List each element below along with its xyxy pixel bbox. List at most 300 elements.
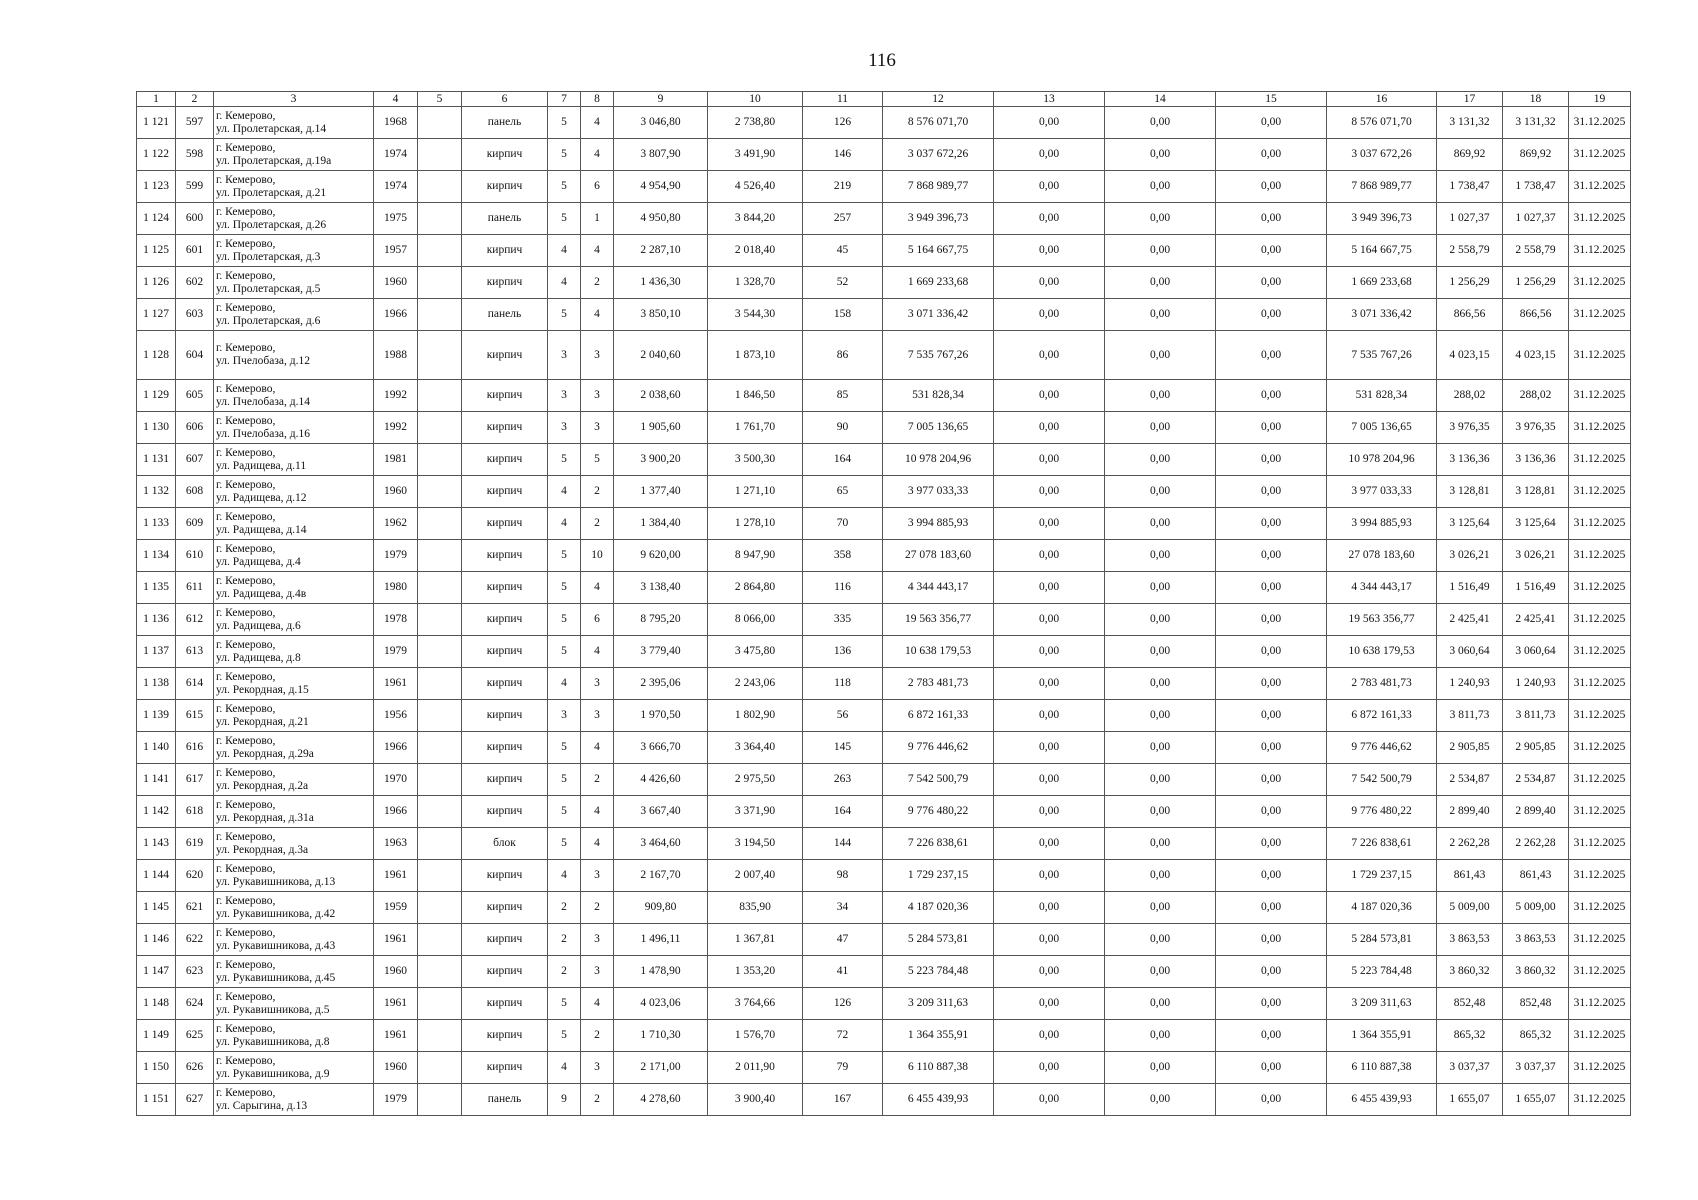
- cell-col-15: 0,00: [1216, 299, 1327, 331]
- cell-wall-material: кирпич: [462, 796, 548, 828]
- cell-total-cost: 6 110 887,38: [883, 1052, 994, 1084]
- cell-col-5: [418, 444, 462, 476]
- cell-build-year: 1974: [374, 171, 418, 203]
- cell-col-15: 0,00: [1216, 171, 1327, 203]
- table-row: [137, 444, 1631, 476]
- cell-col-13: 0,00: [994, 796, 1105, 828]
- cell-max-unit-cost: 3 128,81: [1503, 476, 1569, 508]
- cell-address: [214, 604, 374, 636]
- cell-living-area: 835,90: [708, 892, 803, 924]
- cell-row-number: 627: [176, 1084, 214, 1116]
- cell-entrances: 4: [581, 732, 614, 764]
- table-row: [137, 412, 1631, 444]
- cell-deadline: 31.12.2025: [1569, 796, 1631, 828]
- cell-record-number: 1 139: [137, 700, 176, 732]
- cell-col-5: [418, 860, 462, 892]
- cell-row-number: 622: [176, 924, 214, 956]
- cell-entrances: 3: [581, 956, 614, 988]
- cell-build-year: 1979: [374, 636, 418, 668]
- cell-build-year: 1988: [374, 331, 418, 380]
- address-city: г. Кемерово,: [216, 894, 276, 907]
- cell-total-cost: 9 776 446,62: [883, 732, 994, 764]
- cell-row-number: 612: [176, 604, 214, 636]
- cell-entrances: 2: [581, 892, 614, 924]
- cell-col-14: 0,00: [1105, 380, 1216, 412]
- cell-col-5: [418, 508, 462, 540]
- cell-col-5: [418, 732, 462, 764]
- cell-max-unit-cost: 3 026,21: [1503, 540, 1569, 572]
- cell-row-number: 609: [176, 508, 214, 540]
- cell-wall-material: кирпич: [462, 764, 548, 796]
- cell-col-5: [418, 956, 462, 988]
- cell-col-13: 0,00: [994, 860, 1105, 892]
- cell-total-cost: 9 776 480,22: [883, 796, 994, 828]
- table-row: [137, 508, 1631, 540]
- cell-col-15: 0,00: [1216, 267, 1327, 299]
- cell-total-cost: 3 949 396,73: [883, 203, 994, 235]
- cell-col-5: [418, 107, 462, 139]
- cell-max-unit-cost: 2 425,41: [1503, 604, 1569, 636]
- cell-row-number: 610: [176, 540, 214, 572]
- cell-floors: 4: [548, 668, 581, 700]
- cell-floors: 2: [548, 924, 581, 956]
- address-city: г. Кемерово,: [216, 830, 276, 843]
- cell-address: [214, 860, 374, 892]
- cell-col-5: [418, 299, 462, 331]
- cell-living-area: 1 802,90: [708, 700, 803, 732]
- cell-floors: 3: [548, 380, 581, 412]
- cell-owner-funds: 19 563 356,77: [1327, 604, 1437, 636]
- address-street: ул. Рекордная, д.29а: [216, 747, 314, 760]
- address-street: ул. Рукавишникова, д.5: [216, 1003, 330, 1016]
- address-street: ул. Пчелобаза, д.14: [216, 395, 310, 408]
- cell-record-number: 1 130: [137, 412, 176, 444]
- cell-col-5: [418, 476, 462, 508]
- cell-total-cost: 3 071 336,42: [883, 299, 994, 331]
- address-city: г. Кемерово,: [216, 109, 276, 122]
- cell-total-area: 4 023,06: [614, 988, 708, 1020]
- cell-living-area: 3 371,90: [708, 796, 803, 828]
- cell-floors: 4: [548, 860, 581, 892]
- cell-col-14: 0,00: [1105, 139, 1216, 171]
- cell-living-area: 1 278,10: [708, 508, 803, 540]
- cell-deadline: 31.12.2025: [1569, 988, 1631, 1020]
- cell-living-area: 3 475,80: [708, 636, 803, 668]
- cell-entrances: 4: [581, 988, 614, 1020]
- cell-owner-funds: 3 949 396,73: [1327, 203, 1437, 235]
- cell-total-area: 2 171,00: [614, 1052, 708, 1084]
- cell-wall-material: кирпич: [462, 331, 548, 380]
- cell-total-area: 3 850,10: [614, 299, 708, 331]
- cell-build-year: 1968: [374, 107, 418, 139]
- cell-record-number: 1 134: [137, 540, 176, 572]
- address-city: г. Кемерово,: [216, 862, 276, 875]
- cell-total-area: 4 426,60: [614, 764, 708, 796]
- cell-floors: 5: [548, 764, 581, 796]
- cell-floors: 5: [548, 572, 581, 604]
- column-number-7: 7: [548, 92, 581, 107]
- cell-wall-material: блок: [462, 828, 548, 860]
- cell-build-year: 1974: [374, 139, 418, 171]
- cell-total-area: 2 038,60: [614, 380, 708, 412]
- column-number-3: 3: [214, 92, 374, 107]
- address-city: г. Кемерово,: [216, 414, 276, 427]
- cell-deadline: 31.12.2025: [1569, 267, 1631, 299]
- cell-owner-funds: 4 344 443,17: [1327, 572, 1437, 604]
- address-city: г. Кемерово,: [216, 574, 276, 587]
- cell-floors: 5: [548, 1020, 581, 1052]
- cell-address: [214, 796, 374, 828]
- cell-living-area: 1 271,10: [708, 476, 803, 508]
- cell-floors: 4: [548, 267, 581, 299]
- cell-entrances: 6: [581, 604, 614, 636]
- cell-record-number: 1 124: [137, 203, 176, 235]
- cell-col-5: [418, 604, 462, 636]
- cell-entrances: 4: [581, 636, 614, 668]
- cell-unit-cost: 3 811,73: [1437, 700, 1503, 732]
- cell-col-15: 0,00: [1216, 1084, 1327, 1116]
- cell-deadline: 31.12.2025: [1569, 604, 1631, 636]
- cell-entrances: 4: [581, 139, 614, 171]
- address-street: ул. Рекордная, д.2а: [216, 779, 309, 792]
- cell-total-area: 1 970,50: [614, 700, 708, 732]
- cell-col-5: [418, 331, 462, 380]
- cell-col-14: 0,00: [1105, 235, 1216, 267]
- cell-living-area: 2 018,40: [708, 235, 803, 267]
- cell-col-13: 0,00: [994, 988, 1105, 1020]
- cell-wall-material: панель: [462, 1084, 548, 1116]
- cell-address: [214, 412, 374, 444]
- cell-wall-material: кирпич: [462, 668, 548, 700]
- cell-wall-material: кирпич: [462, 171, 548, 203]
- cell-col-15: 0,00: [1216, 700, 1327, 732]
- cell-entrances: 2: [581, 764, 614, 796]
- cell-col-14: 0,00: [1105, 828, 1216, 860]
- cell-address: [214, 476, 374, 508]
- cell-address: [214, 107, 374, 139]
- cell-col-13: 0,00: [994, 235, 1105, 267]
- cell-residents: 90: [803, 412, 883, 444]
- cell-row-number: 616: [176, 732, 214, 764]
- cell-col-15: 0,00: [1216, 476, 1327, 508]
- cell-residents: 158: [803, 299, 883, 331]
- cell-residents: 70: [803, 508, 883, 540]
- cell-col-5: [418, 267, 462, 299]
- cell-build-year: 1979: [374, 540, 418, 572]
- cell-entrances: 4: [581, 299, 614, 331]
- cell-col-14: 0,00: [1105, 988, 1216, 1020]
- address-street: ул. Радищева, д.12: [216, 491, 307, 504]
- cell-col-15: 0,00: [1216, 604, 1327, 636]
- table-row: [137, 956, 1631, 988]
- cell-col-5: [418, 764, 462, 796]
- table-row: [137, 331, 1631, 380]
- cell-build-year: 1960: [374, 1052, 418, 1084]
- cell-build-year: 1975: [374, 203, 418, 235]
- cell-col-13: 0,00: [994, 171, 1105, 203]
- cell-total-area: 1 905,60: [614, 412, 708, 444]
- cell-total-cost: 5 284 573,81: [883, 924, 994, 956]
- cell-record-number: 1 137: [137, 636, 176, 668]
- cell-col-13: 0,00: [994, 331, 1105, 380]
- cell-deadline: 31.12.2025: [1569, 203, 1631, 235]
- cell-max-unit-cost: 4 023,15: [1503, 331, 1569, 380]
- address-city: г. Кемерово,: [216, 798, 276, 811]
- cell-total-area: 8 795,20: [614, 604, 708, 636]
- cell-col-15: 0,00: [1216, 764, 1327, 796]
- cell-col-13: 0,00: [994, 732, 1105, 764]
- cell-living-area: 3 844,20: [708, 203, 803, 235]
- cell-owner-funds: 10 638 179,53: [1327, 636, 1437, 668]
- address-city: г. Кемерово,: [216, 141, 276, 154]
- table-row: [137, 924, 1631, 956]
- cell-max-unit-cost: 861,43: [1503, 860, 1569, 892]
- cell-living-area: 8 947,90: [708, 540, 803, 572]
- cell-unit-cost: 2 425,41: [1437, 604, 1503, 636]
- cell-living-area: 2 975,50: [708, 764, 803, 796]
- cell-build-year: 1961: [374, 860, 418, 892]
- cell-address: [214, 508, 374, 540]
- address-street: ул. Пролетарская, д.5: [216, 282, 321, 295]
- cell-owner-funds: 6 455 439,93: [1327, 1084, 1437, 1116]
- cell-total-area: 2 287,10: [614, 235, 708, 267]
- address-city: г. Кемерово,: [216, 606, 276, 619]
- cell-total-area: 1 384,40: [614, 508, 708, 540]
- cell-total-cost: 5 164 667,75: [883, 235, 994, 267]
- cell-address: [214, 299, 374, 331]
- cell-col-5: [418, 203, 462, 235]
- cell-max-unit-cost: 1 027,37: [1503, 203, 1569, 235]
- cell-col-15: 0,00: [1216, 988, 1327, 1020]
- cell-total-cost: 7 226 838,61: [883, 828, 994, 860]
- cell-col-14: 0,00: [1105, 956, 1216, 988]
- cell-unit-cost: 3 125,64: [1437, 508, 1503, 540]
- cell-owner-funds: 2 783 481,73: [1327, 668, 1437, 700]
- cell-wall-material: кирпич: [462, 732, 548, 764]
- cell-owner-funds: 1 669 233,68: [1327, 267, 1437, 299]
- cell-build-year: 1963: [374, 828, 418, 860]
- cell-total-area: 3 046,80: [614, 107, 708, 139]
- cell-col-14: 0,00: [1105, 1020, 1216, 1052]
- cell-total-cost: 27 078 183,60: [883, 540, 994, 572]
- cell-col-13: 0,00: [994, 828, 1105, 860]
- cell-record-number: 1 125: [137, 235, 176, 267]
- cell-col-13: 0,00: [994, 892, 1105, 924]
- address-street: ул. Пчелобаза, д.12: [216, 355, 310, 367]
- cell-total-area: 2 167,70: [614, 860, 708, 892]
- cell-address: [214, 1052, 374, 1084]
- cell-address: [214, 267, 374, 299]
- cell-col-5: [418, 540, 462, 572]
- cell-residents: 219: [803, 171, 883, 203]
- cell-col-5: [418, 1052, 462, 1084]
- cell-row-number: 621: [176, 892, 214, 924]
- cell-owner-funds: 3 994 885,93: [1327, 508, 1437, 540]
- cell-record-number: 1 135: [137, 572, 176, 604]
- cell-address: [214, 924, 374, 956]
- cell-owner-funds: 7 542 500,79: [1327, 764, 1437, 796]
- address-city: г. Кемерово,: [216, 766, 276, 779]
- cell-total-cost: 3 994 885,93: [883, 508, 994, 540]
- table-row: [137, 732, 1631, 764]
- cell-col-13: 0,00: [994, 764, 1105, 796]
- cell-max-unit-cost: 3 125,64: [1503, 508, 1569, 540]
- cell-max-unit-cost: 3 136,36: [1503, 444, 1569, 476]
- cell-unit-cost: 2 534,87: [1437, 764, 1503, 796]
- cell-unit-cost: 3 860,32: [1437, 956, 1503, 988]
- cell-build-year: 1957: [374, 235, 418, 267]
- cell-residents: 41: [803, 956, 883, 988]
- cell-residents: 358: [803, 540, 883, 572]
- cell-record-number: 1 132: [137, 476, 176, 508]
- cell-residents: 335: [803, 604, 883, 636]
- address-street: ул. Пролетарская, д.14: [216, 122, 327, 135]
- cell-floors: 4: [548, 508, 581, 540]
- cell-record-number: 1 148: [137, 988, 176, 1020]
- cell-col-14: 0,00: [1105, 636, 1216, 668]
- cell-owner-funds: 6 110 887,38: [1327, 1052, 1437, 1084]
- cell-record-number: 1 133: [137, 508, 176, 540]
- cell-col-15: 0,00: [1216, 668, 1327, 700]
- cell-max-unit-cost: 3 976,35: [1503, 412, 1569, 444]
- cell-col-13: 0,00: [994, 107, 1105, 139]
- cell-build-year: 1980: [374, 572, 418, 604]
- cell-col-15: 0,00: [1216, 924, 1327, 956]
- address-city: г. Кемерово,: [216, 542, 276, 555]
- cell-col-15: 0,00: [1216, 508, 1327, 540]
- cell-col-5: [418, 412, 462, 444]
- cell-max-unit-cost: 1 738,47: [1503, 171, 1569, 203]
- column-number-16: 16: [1327, 92, 1437, 107]
- cell-row-number: 619: [176, 828, 214, 860]
- cell-entrances: 3: [581, 860, 614, 892]
- cell-col-15: 0,00: [1216, 828, 1327, 860]
- cell-total-cost: 7 535 767,26: [883, 331, 994, 380]
- cell-row-number: 626: [176, 1052, 214, 1084]
- cell-total-area: 1 478,90: [614, 956, 708, 988]
- cell-wall-material: кирпич: [462, 1052, 548, 1084]
- cell-deadline: 31.12.2025: [1569, 1020, 1631, 1052]
- cell-col-14: 0,00: [1105, 732, 1216, 764]
- column-number-row: [137, 92, 1631, 107]
- cell-living-area: 3 500,30: [708, 444, 803, 476]
- cell-total-area: 1 710,30: [614, 1020, 708, 1052]
- address-city: г. Кемерово,: [216, 734, 276, 747]
- cell-wall-material: панель: [462, 107, 548, 139]
- cell-record-number: 1 136: [137, 604, 176, 636]
- cell-entrances: 2: [581, 267, 614, 299]
- cell-living-area: 4 526,40: [708, 171, 803, 203]
- cell-floors: 5: [548, 796, 581, 828]
- table-row: [137, 299, 1631, 331]
- cell-wall-material: панель: [462, 203, 548, 235]
- cell-total-area: 1 377,40: [614, 476, 708, 508]
- cell-col-13: 0,00: [994, 668, 1105, 700]
- cell-address: [214, 540, 374, 572]
- column-number-1: 1: [137, 92, 176, 107]
- cell-col-15: 0,00: [1216, 412, 1327, 444]
- cell-residents: 164: [803, 796, 883, 828]
- cell-unit-cost: 1 738,47: [1437, 171, 1503, 203]
- cell-residents: 79: [803, 1052, 883, 1084]
- cell-col-14: 0,00: [1105, 860, 1216, 892]
- cell-entrances: 2: [581, 1084, 614, 1116]
- cell-total-area: 4 950,80: [614, 203, 708, 235]
- cell-max-unit-cost: 865,32: [1503, 1020, 1569, 1052]
- cell-row-number: 603: [176, 299, 214, 331]
- cell-entrances: 3: [581, 331, 614, 380]
- cell-floors: 2: [548, 892, 581, 924]
- cell-unit-cost: 288,02: [1437, 380, 1503, 412]
- cell-entrances: 3: [581, 380, 614, 412]
- cell-col-5: [418, 380, 462, 412]
- cell-entrances: 5: [581, 444, 614, 476]
- cell-floors: 2: [548, 956, 581, 988]
- cell-max-unit-cost: 869,92: [1503, 139, 1569, 171]
- cell-build-year: 1961: [374, 668, 418, 700]
- address-city: г. Кемерово,: [216, 990, 276, 1003]
- cell-floors: 5: [548, 828, 581, 860]
- cell-wall-material: кирпич: [462, 139, 548, 171]
- cell-max-unit-cost: 3 037,37: [1503, 1052, 1569, 1084]
- cell-deadline: 31.12.2025: [1569, 892, 1631, 924]
- cell-entrances: 3: [581, 924, 614, 956]
- cell-owner-funds: 7 535 767,26: [1327, 331, 1437, 380]
- cell-unit-cost: 5 009,00: [1437, 892, 1503, 924]
- cell-living-area: 1 761,70: [708, 412, 803, 444]
- cell-wall-material: кирпич: [462, 604, 548, 636]
- cell-max-unit-cost: 5 009,00: [1503, 892, 1569, 924]
- cell-max-unit-cost: 3 860,32: [1503, 956, 1569, 988]
- address-street: ул. Рукавишникова, д.9: [216, 1067, 330, 1080]
- cell-unit-cost: 3 136,36: [1437, 444, 1503, 476]
- cell-col-14: 0,00: [1105, 299, 1216, 331]
- cell-col-13: 0,00: [994, 139, 1105, 171]
- cell-record-number: 1 149: [137, 1020, 176, 1052]
- cell-unit-cost: 2 558,79: [1437, 235, 1503, 267]
- cell-residents: 257: [803, 203, 883, 235]
- cell-col-13: 0,00: [994, 924, 1105, 956]
- cell-unit-cost: 3 976,35: [1437, 412, 1503, 444]
- cell-unit-cost: 3 037,37: [1437, 1052, 1503, 1084]
- cell-deadline: 31.12.2025: [1569, 444, 1631, 476]
- cell-record-number: 1 138: [137, 668, 176, 700]
- cell-row-number: 613: [176, 636, 214, 668]
- cell-total-area: 3 666,70: [614, 732, 708, 764]
- cell-residents: 118: [803, 668, 883, 700]
- cell-col-5: [418, 892, 462, 924]
- cell-address: [214, 235, 374, 267]
- cell-col-14: 0,00: [1105, 700, 1216, 732]
- cell-col-5: [418, 1020, 462, 1052]
- cell-owner-funds: 27 078 183,60: [1327, 540, 1437, 572]
- cell-wall-material: кирпич: [462, 572, 548, 604]
- cell-col-15: 0,00: [1216, 572, 1327, 604]
- table-row: [137, 1052, 1631, 1084]
- cell-col-5: [418, 572, 462, 604]
- cell-deadline: 31.12.2025: [1569, 412, 1631, 444]
- address-city: г. Кемерово,: [216, 926, 276, 939]
- cell-unit-cost: 3 863,53: [1437, 924, 1503, 956]
- cell-living-area: 1 328,70: [708, 267, 803, 299]
- cell-col-14: 0,00: [1105, 924, 1216, 956]
- cell-floors: 5: [548, 203, 581, 235]
- cell-col-15: 0,00: [1216, 107, 1327, 139]
- address-street: ул. Рукавишникова, д.42: [216, 907, 336, 920]
- cell-total-cost: 1 669 233,68: [883, 267, 994, 299]
- cell-record-number: 1 147: [137, 956, 176, 988]
- cell-record-number: 1 140: [137, 732, 176, 764]
